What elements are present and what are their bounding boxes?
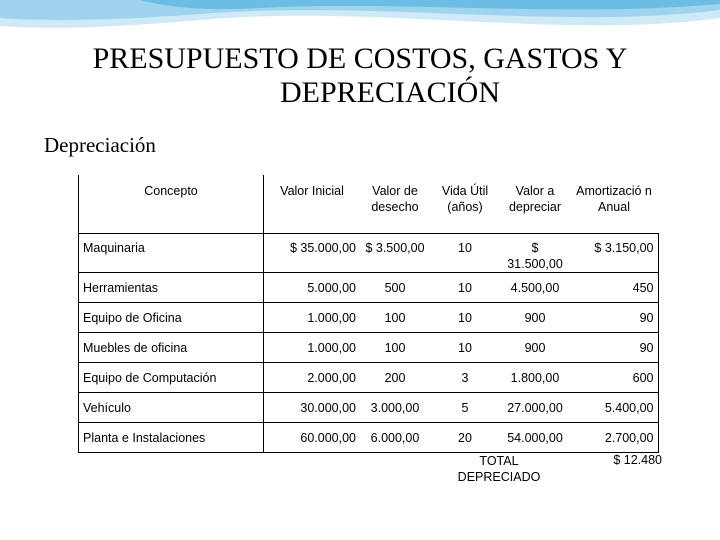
cell-valor-depreciar: $ 31.500,00: [500, 234, 570, 273]
table-header-row: [79, 175, 659, 234]
table-row: [79, 423, 659, 453]
depreciation-table: [78, 175, 659, 453]
table-row: [79, 273, 659, 303]
cell-amortizacion: 450: [570, 273, 658, 303]
cell-valor-desecho: 100: [360, 333, 430, 363]
total-value: $ 12.480: [613, 453, 662, 467]
cell-amortizacion: 90: [570, 303, 658, 333]
title-line-1: PRESUPUESTO DE COSTOS, GASTOS Y: [92, 42, 628, 75]
cell-vida-util: 10: [430, 273, 500, 303]
cell-concepto: Vehículo: [79, 393, 264, 423]
cell-vida-util: 3: [430, 363, 500, 393]
cell-amortizacion: $ 3.150,00: [570, 234, 658, 273]
cell-concepto: Herramientas: [79, 273, 264, 303]
table-row: [79, 234, 659, 273]
cell-valor-desecho: 200: [360, 363, 430, 393]
cell-valor-desecho: 3.000,00: [360, 393, 430, 423]
header-amortizacion: Amortizació n Anual: [576, 184, 652, 214]
cell-vida-util: 20: [430, 423, 500, 453]
section-subtitle: Depreciación: [44, 133, 156, 157]
cell-valor-inicial: 5.000,00: [264, 273, 361, 303]
cell-amortizacion: 2.700,00: [570, 423, 658, 453]
cell-concepto: Planta e Instalaciones: [79, 423, 264, 453]
table-row: [79, 333, 659, 363]
cell-vida-util: 10: [430, 303, 500, 333]
cell-valor-depreciar: 900: [500, 333, 570, 363]
cell-valor-inicial: $ 35.000,00: [264, 234, 361, 273]
cell-vida-util: 5: [430, 393, 500, 423]
cell-vida-util: 10: [430, 333, 500, 363]
header-valor-desecho: Valor de desecho: [371, 184, 419, 214]
header-concepto: Concepto: [79, 175, 264, 234]
cell-valor-desecho: 100: [360, 303, 430, 333]
cell-vida-util: 10: [430, 234, 500, 273]
table-row: [79, 393, 659, 423]
cell-amortizacion: 5.400,00: [570, 393, 658, 423]
cell-concepto: Maquinaria: [79, 234, 264, 273]
cell-amortizacion: 600: [570, 363, 658, 393]
cell-valor-depreciar: 54.000,00: [500, 423, 570, 453]
slide-title: [0, 42, 720, 110]
cell-valor-depreciar: 27.000,00: [500, 393, 570, 423]
cell-concepto: Equipo de Oficina: [79, 303, 264, 333]
header-vida-util: Vida Útil (años): [441, 184, 489, 214]
title-line-2: DEPRECIACIÓN: [279, 76, 500, 109]
table-row: [79, 303, 659, 333]
cell-amortizacion: 90: [570, 333, 658, 363]
table-row: [79, 363, 659, 393]
cell-valor-inicial: 2.000,00: [264, 363, 361, 393]
cell-concepto: Muebles de oficina: [79, 333, 264, 363]
cell-valor-depreciar: 900: [500, 303, 570, 333]
header-valor-depreciar: Valor a depreciar: [508, 184, 562, 214]
cell-valor-inicial: 1.000,00: [264, 303, 361, 333]
header-valor-inicial: Valor Inicial: [280, 184, 344, 198]
cell-concepto: Equipo de Computación: [79, 363, 264, 393]
cell-valor-inicial: 30.000,00: [264, 393, 361, 423]
cell-valor-depreciar: 4.500,00: [500, 273, 570, 303]
cell-valor-desecho: 6.000,00: [360, 423, 430, 453]
cell-valor-depreciar: 1.800,00: [500, 363, 570, 393]
total-label: TOTAL DEPRECIADO: [457, 454, 541, 484]
cell-valor-inicial: 60.000,00: [264, 423, 361, 453]
cell-valor-inicial: 1.000,00: [264, 333, 361, 363]
cell-valor-desecho: 500: [360, 273, 430, 303]
cell-valor-desecho: $ 3.500,00: [360, 234, 430, 273]
